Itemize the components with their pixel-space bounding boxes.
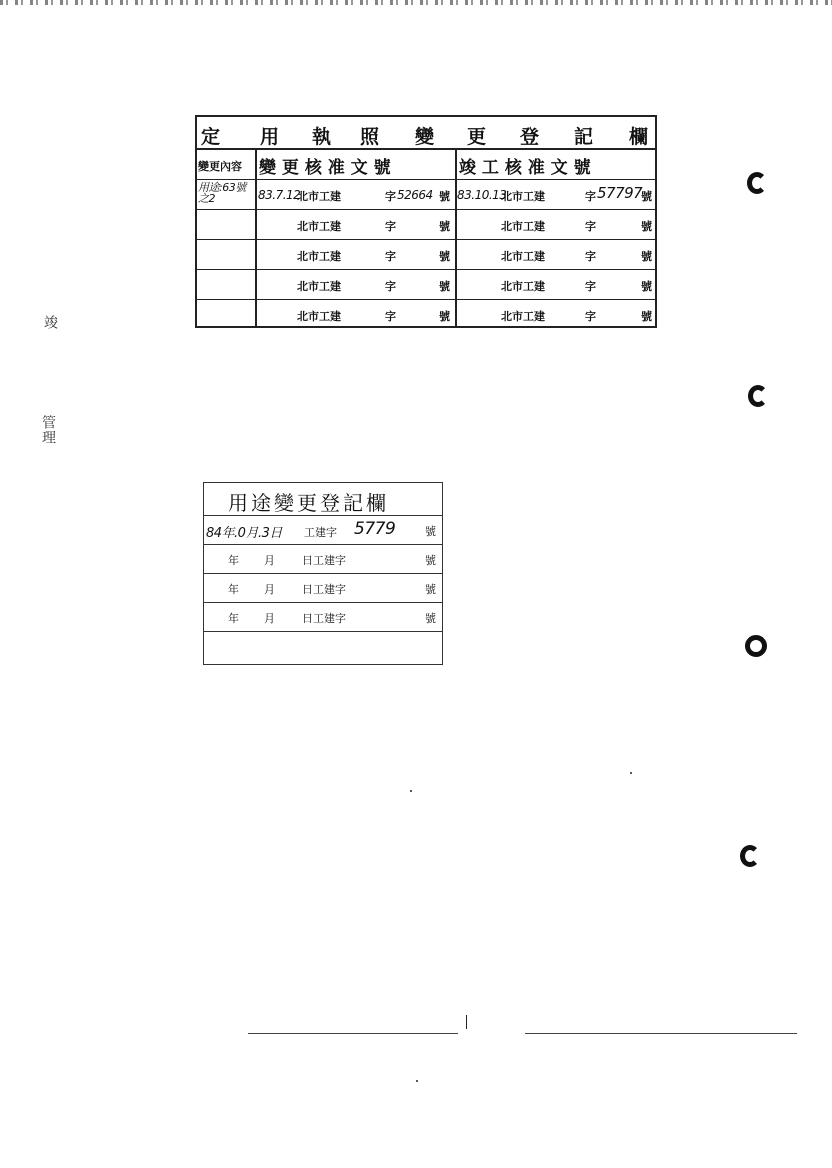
title-char: 定: [201, 126, 221, 148]
usage-row-empty: [204, 632, 442, 661]
done-hao: 號: [641, 310, 652, 323]
table-row: [197, 210, 655, 240]
scan-speck: [630, 772, 632, 774]
binder-hole-mark: [745, 635, 767, 657]
done-prefix: 北市工建: [501, 220, 545, 233]
done-hao: 號: [641, 250, 652, 263]
usage-date: 84年.0月.3日: [206, 526, 282, 541]
change-prefix: 北市工建: [297, 250, 341, 263]
usage-suffix: 號: [425, 554, 436, 567]
change-hao: 號: [439, 190, 450, 203]
scan-speck: [466, 1015, 467, 1029]
margin-mark-top: 竣: [42, 315, 58, 330]
title-char: 欄: [629, 126, 649, 148]
done-number: 57797: [597, 184, 643, 202]
binder-hole-mark: [748, 385, 768, 407]
change-zi: 字: [385, 220, 396, 233]
done-prefix: 北市工建: [501, 250, 545, 263]
usage-month: 月: [264, 583, 275, 596]
title-char: 更: [467, 126, 487, 148]
done-zi: 字: [585, 250, 596, 263]
change-zi: 字: [385, 280, 396, 293]
change-zi: 字: [385, 250, 396, 263]
header-change-content: 變更內容: [198, 160, 242, 173]
change-hao: 號: [439, 250, 450, 263]
done-zi: 字: [585, 310, 596, 323]
title-char: 變: [415, 126, 435, 148]
scan-speck: [410, 790, 412, 792]
usage-prefix: 日工建字: [302, 554, 346, 567]
change-prefix: 北市工建: [297, 190, 341, 203]
done-hao: 號: [641, 280, 652, 293]
usage-row: [204, 603, 442, 632]
usage-prefix: 日工建字: [302, 583, 346, 596]
change-number: 52664: [397, 188, 433, 202]
done-zi: 字: [585, 190, 596, 203]
license-change-registration-table: [195, 115, 657, 328]
usage-month: 月: [264, 612, 275, 625]
binder-hole-mark: [740, 845, 760, 867]
done-hao: 號: [641, 220, 652, 233]
change-zi: 字: [385, 190, 396, 203]
table-header-row: [197, 150, 655, 180]
done-hao: 號: [641, 190, 652, 203]
margin-mark-mid: 管理: [40, 415, 56, 445]
fold-line: [525, 1033, 797, 1034]
title-char: 登: [520, 126, 540, 148]
change-prefix: 北市工建: [297, 280, 341, 293]
change-zi: 字: [385, 310, 396, 323]
change-hao: 號: [439, 280, 450, 293]
change-hao: 號: [439, 310, 450, 323]
table-row: [197, 300, 655, 330]
column-divider: [455, 150, 457, 326]
usage-suffix: 號: [425, 612, 436, 625]
column-divider: [255, 150, 257, 326]
usage-number: 5779: [354, 519, 396, 539]
usage-year: 年: [228, 612, 239, 625]
title-char: 執: [312, 126, 332, 148]
done-zi: 字: [585, 220, 596, 233]
change-prefix: 北市工建: [297, 310, 341, 323]
usage-suffix: 號: [425, 583, 436, 596]
scan-edge-noise: [0, 0, 832, 5]
change-date: 83.7.12: [258, 188, 301, 202]
usage-year: 年: [228, 554, 239, 567]
usage-change-registration-table: [203, 482, 443, 665]
fold-line: [248, 1033, 458, 1034]
done-date: 83.10.13: [457, 188, 507, 202]
usage-month: 月: [264, 554, 275, 567]
header-completion-approval: 竣 工 核 准 文 號: [459, 158, 591, 178]
title-char: 記: [574, 126, 594, 148]
title-char: 照: [360, 126, 380, 148]
usage-year: 年: [228, 583, 239, 596]
usage-row: [204, 574, 442, 603]
usage-table-title: [204, 483, 442, 516]
done-prefix: 北市工建: [501, 190, 545, 203]
usage-row: [204, 545, 442, 574]
header-change-approval: 變 更 核 准 文 號: [259, 158, 391, 178]
row-content: 用途:63號之2: [198, 181, 246, 205]
usage-row: [204, 516, 442, 545]
binder-hole-mark: [747, 172, 767, 194]
table-row: [197, 270, 655, 300]
change-hao: 號: [439, 220, 450, 233]
scan-speck: [416, 1080, 418, 1082]
done-prefix: 北市工建: [501, 280, 545, 293]
usage-prefix: 日工建字: [302, 612, 346, 625]
table-title: [197, 117, 655, 150]
done-zi: 字: [585, 280, 596, 293]
change-prefix: 北市工建: [297, 220, 341, 233]
table-row: [197, 240, 655, 270]
usage-prefix: 工建字: [304, 526, 337, 539]
done-prefix: 北市工建: [501, 310, 545, 323]
title-char: 用: [260, 126, 280, 148]
table-row: [197, 180, 655, 210]
usage-table-title-text: 用途變更登記欄: [228, 491, 389, 515]
usage-suffix: 號: [425, 525, 436, 538]
